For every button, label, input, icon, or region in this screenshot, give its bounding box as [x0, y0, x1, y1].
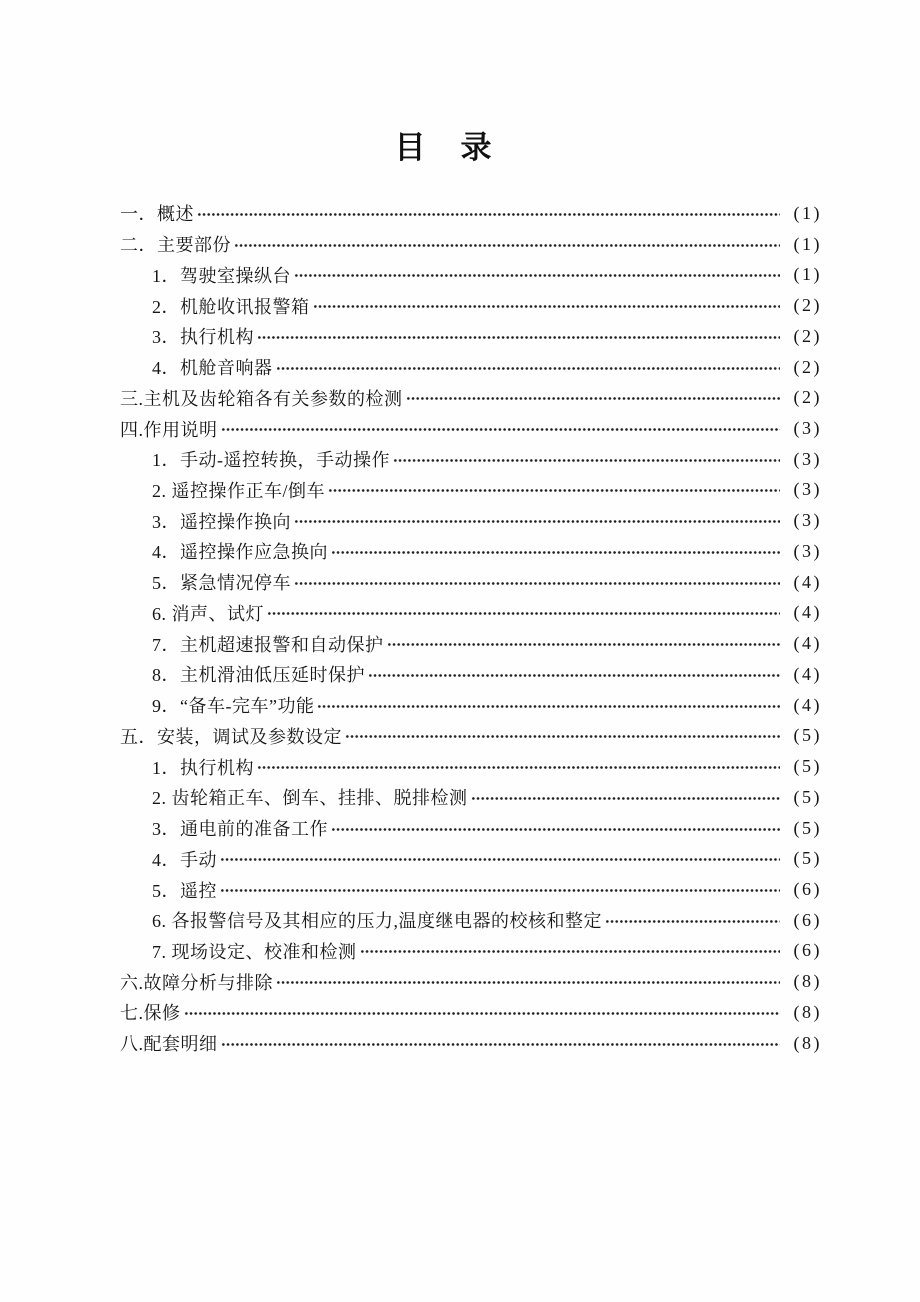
toc-entry-label: 七.保修	[120, 1003, 181, 1024]
toc-row	[152, 290, 822, 321]
dot-leader	[184, 1011, 781, 1016]
page-number: (2)	[793, 387, 822, 408]
page-number: (3)	[793, 540, 822, 561]
toc-row	[120, 720, 822, 751]
page-number: (5)	[793, 848, 822, 869]
page-number: (3)	[793, 479, 822, 500]
dot-leader	[345, 734, 780, 739]
toc-entry-label: 4．手动	[152, 849, 217, 870]
toc-entry-label: 5．遥控	[152, 880, 217, 901]
toc-row	[152, 259, 822, 290]
page-number: (5)	[793, 786, 822, 807]
page-number: (4)	[793, 663, 822, 684]
toc-entry-label: 八.配套明细	[120, 1034, 218, 1055]
toc-entry-label: 3．执行机构	[152, 327, 254, 348]
page-number: (5)	[793, 756, 822, 777]
toc-row	[152, 874, 822, 905]
page-number: (5)	[793, 725, 822, 746]
toc-row	[120, 1028, 822, 1059]
toc-entry-label: 1．手动-遥控转换，手动操作	[152, 450, 390, 471]
table-of-contents	[120, 198, 822, 1059]
toc-row	[152, 905, 822, 936]
toc-entry-label: 3．通电前的准备工作	[152, 819, 328, 840]
dot-leader	[197, 212, 780, 217]
toc-row	[120, 382, 822, 413]
dot-leader	[387, 642, 781, 647]
page-number: (5)	[793, 817, 822, 838]
dot-leader	[294, 273, 780, 278]
toc-entry-label: 2．机舱收讯报警箱	[152, 296, 310, 317]
toc-row	[120, 229, 822, 260]
page-number: (6)	[793, 909, 822, 930]
toc-entry-label: 二．主要部份	[120, 235, 231, 256]
page-number: (1)	[793, 202, 822, 223]
toc-entry-label: 六.故障分析与排除	[120, 972, 273, 993]
toc-row	[152, 567, 822, 598]
toc-entry-label: 6. 各报警信号及其相应的压力,温度继电器的校核和整定	[152, 911, 602, 932]
dot-leader	[221, 1042, 781, 1047]
page-number: (6)	[793, 940, 822, 961]
toc-entry-label: 3．遥控操作换向	[152, 511, 291, 532]
toc-row	[152, 628, 822, 659]
toc-entry-label: 2. 齿轮箱正车、倒车、挂排、脱排检测	[152, 788, 468, 809]
dot-leader	[328, 488, 780, 493]
toc-entry-label: 6. 消声、试灯	[152, 603, 264, 624]
toc-row	[152, 690, 822, 721]
page-number: (4)	[793, 571, 822, 592]
toc-row	[120, 997, 822, 1028]
page-number: (4)	[793, 633, 822, 654]
toc-row	[120, 198, 822, 229]
page-number: (1)	[793, 264, 822, 285]
page-number: (1)	[793, 233, 822, 254]
dot-leader	[257, 765, 780, 770]
dot-leader	[220, 888, 780, 893]
page-number: (2)	[793, 325, 822, 346]
dot-leader	[294, 519, 780, 524]
dot-leader	[406, 396, 781, 401]
dot-leader	[360, 949, 781, 954]
dot-leader	[220, 857, 780, 862]
dot-leader	[257, 335, 780, 340]
toc-row	[152, 505, 822, 536]
page-number: (8)	[793, 971, 822, 992]
page-number: (6)	[793, 879, 822, 900]
dot-leader	[393, 458, 780, 463]
toc-row	[152, 475, 822, 506]
page-number: (8)	[793, 1032, 822, 1053]
page-number: (2)	[793, 295, 822, 316]
dot-leader	[317, 704, 780, 709]
dot-leader	[331, 550, 780, 555]
toc-entry-label: 7．主机超速报警和自动保护	[152, 634, 384, 655]
dot-leader	[267, 611, 780, 616]
dot-leader	[471, 796, 781, 801]
toc-row	[152, 352, 822, 383]
toc-row	[152, 321, 822, 352]
toc-row	[152, 813, 822, 844]
toc-row	[152, 444, 822, 475]
dot-leader	[276, 366, 781, 371]
toc-entry-label: 4．机舱音响器	[152, 358, 273, 379]
toc-entry-label: 三.主机及齿轮箱各有关参数的检测	[120, 388, 403, 409]
page-number: (4)	[793, 602, 822, 623]
toc-row	[152, 536, 822, 567]
toc-entry-label: 2. 遥控操作正车/倒车	[152, 480, 326, 501]
toc-row	[152, 751, 822, 782]
toc-entry-label: 7. 现场设定、校准和检测	[152, 941, 357, 962]
toc-entry-label: 8．主机滑油低压延时保护	[152, 665, 365, 686]
dot-leader	[368, 673, 780, 678]
toc-entry-label: 9．“备车-完车”功能	[152, 696, 315, 717]
page-number: (3)	[793, 510, 822, 531]
dot-leader	[234, 243, 780, 248]
toc-entry-label: 4．遥控操作应急换向	[152, 542, 328, 563]
toc-row	[152, 782, 822, 813]
toc-row	[152, 659, 822, 690]
page-number: (3)	[793, 448, 822, 469]
toc-entry-label: 1．驾驶室操纵台	[152, 265, 291, 286]
toc-entry-label: 5．紧急情况停车	[152, 573, 291, 594]
toc-row	[120, 413, 822, 444]
page-number: (8)	[793, 1001, 822, 1022]
page-number: (4)	[793, 694, 822, 715]
toc-row	[152, 936, 822, 967]
dot-leader	[605, 919, 780, 924]
page-number: (3)	[793, 418, 822, 438]
toc-entry-label: 1．执行机构	[152, 757, 254, 778]
page-number: (2)	[793, 356, 822, 377]
page-title: 目 录	[394, 130, 494, 165]
toc-row	[152, 598, 822, 629]
toc-entry-label: 四.作用说明	[120, 419, 218, 440]
toc-row	[120, 966, 822, 997]
dot-leader	[313, 304, 781, 309]
toc-entry-label: 五．安装，调试及参数设定	[120, 726, 342, 747]
dot-leader	[331, 827, 780, 832]
toc-entry-label: 一．概述	[120, 204, 194, 225]
toc-row	[152, 843, 822, 874]
dot-leader	[276, 980, 780, 985]
dot-leader	[221, 427, 781, 432]
dot-leader	[294, 581, 780, 586]
